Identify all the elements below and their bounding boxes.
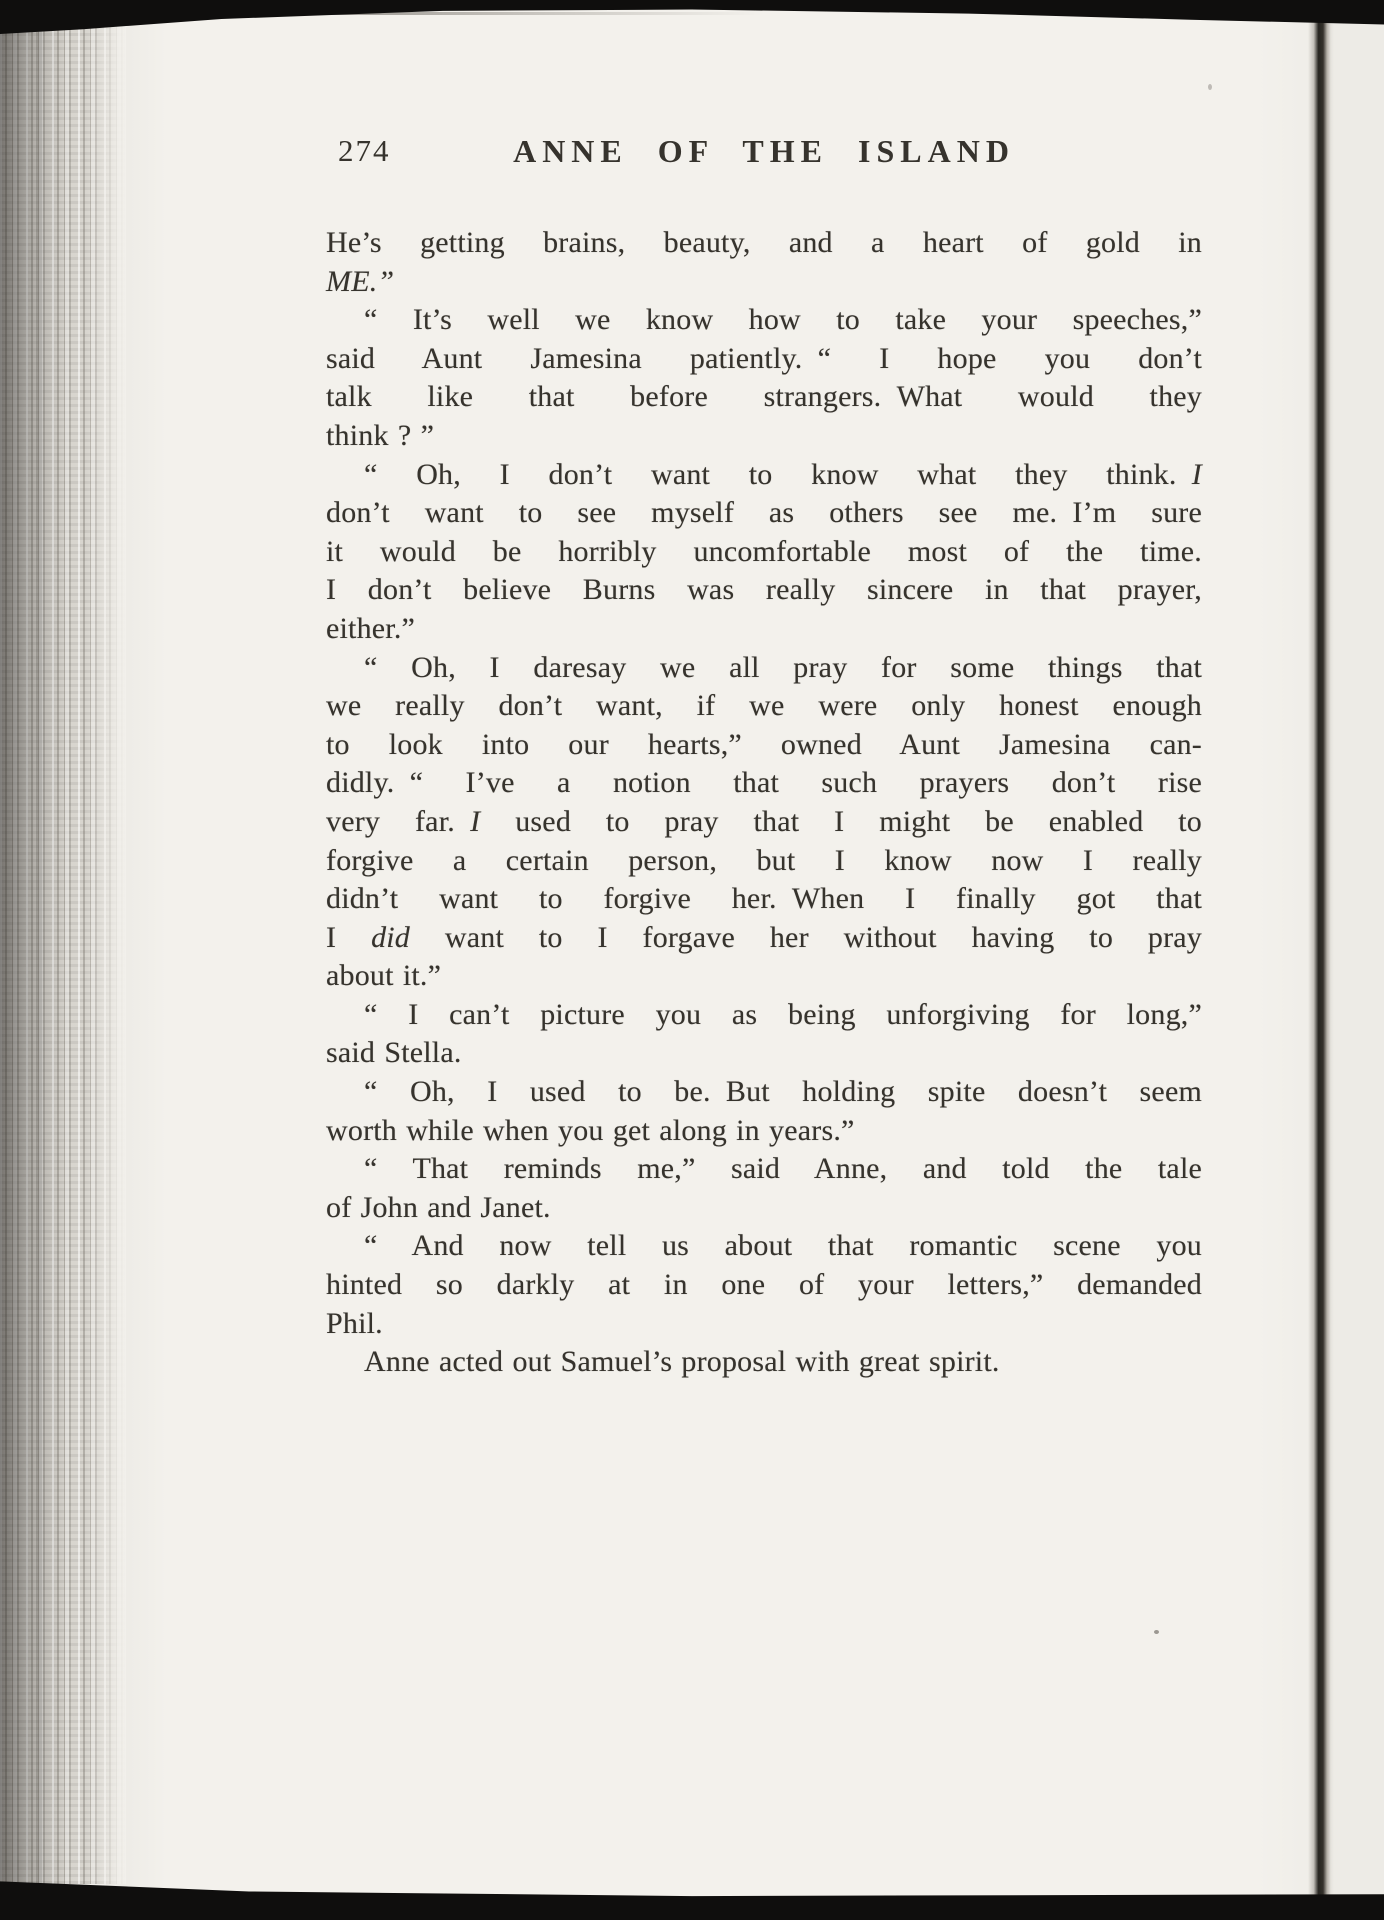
text-line: don’t want to see myself as others see me. I’m sure	[326, 496, 1202, 530]
text-line: “ Oh, I don’t want to know what they think. I	[364, 457, 1202, 491]
text-line: “ It’s well we know how to take your speeches,”	[364, 303, 1202, 337]
text-line: He’s getting brains, beauty, and a heart of gold in	[326, 226, 1202, 259]
scan-speck	[1208, 84, 1212, 90]
page-gutter-shadow	[1308, 18, 1334, 1898]
text-line: “ That reminds me,” said Anne, and told the tale	[364, 1152, 1202, 1186]
text-line: very far. I used to pray that I might be enabled to	[326, 804, 1203, 838]
text-line: forgive a certain person, but I know now I really	[326, 843, 1202, 877]
text-line: of John and Janet.	[326, 1190, 551, 1224]
text-line: about it.”	[326, 959, 442, 993]
text-line: “ And now tell us about that romantic scene you	[364, 1229, 1202, 1263]
text-line: worth while when you get along in years.”	[326, 1113, 855, 1147]
text-line: said Stella.	[326, 1036, 462, 1070]
text-line: think ? ”	[326, 418, 435, 452]
running-title: ANNE OF THE ISLAND	[513, 133, 1015, 169]
text-line: talk like that before strangers. What would they	[326, 380, 1202, 414]
text-line: I don’t believe Burns was really sincere in that prayer,	[326, 573, 1202, 607]
text-line: either.”	[326, 611, 416, 645]
page-number: 274	[338, 133, 391, 168]
text-line: said Aunt Jamesina patiently. “ I hope you don’t	[326, 341, 1202, 375]
text-line: “ Oh, I daresay we all pray for some things that	[364, 650, 1202, 684]
text-line: ME.”	[326, 264, 395, 298]
scan-speck	[1154, 1630, 1159, 1634]
book-fore-edge	[0, 20, 126, 1884]
text-line: hinted so darkly at in one of your letters,” demanded	[326, 1268, 1202, 1302]
book-page	[106, 0, 1318, 1920]
text-block	[326, 224, 1202, 1382]
text-line: Anne acted out Samuel’s proposal with great spirit.	[364, 1345, 1000, 1379]
text-line: I did want to I forgave her without having to pray	[326, 920, 1202, 954]
adjacent-page-edge	[1327, 0, 1384, 1920]
text-line: didn’t want to forgive her. When I finally got that	[326, 882, 1202, 916]
page-header	[326, 133, 1202, 177]
text-line: didly. “ I’ve a notion that such prayers don’t rise	[326, 766, 1202, 800]
text-line: Phil.	[326, 1306, 383, 1340]
text-line: we really don’t want, if we were only honest enough	[326, 689, 1202, 723]
text-line: it would be horribly uncomfortable most of the time.	[326, 534, 1202, 568]
text-line: “ Oh, I used to be. But holding spite doesn’t seem	[364, 1075, 1202, 1109]
text-line: to look into our hearts,” owned Aunt Jamesina can-	[326, 727, 1202, 761]
text-line: “ I can’t picture you as being unforgiving for long,”	[364, 997, 1202, 1031]
